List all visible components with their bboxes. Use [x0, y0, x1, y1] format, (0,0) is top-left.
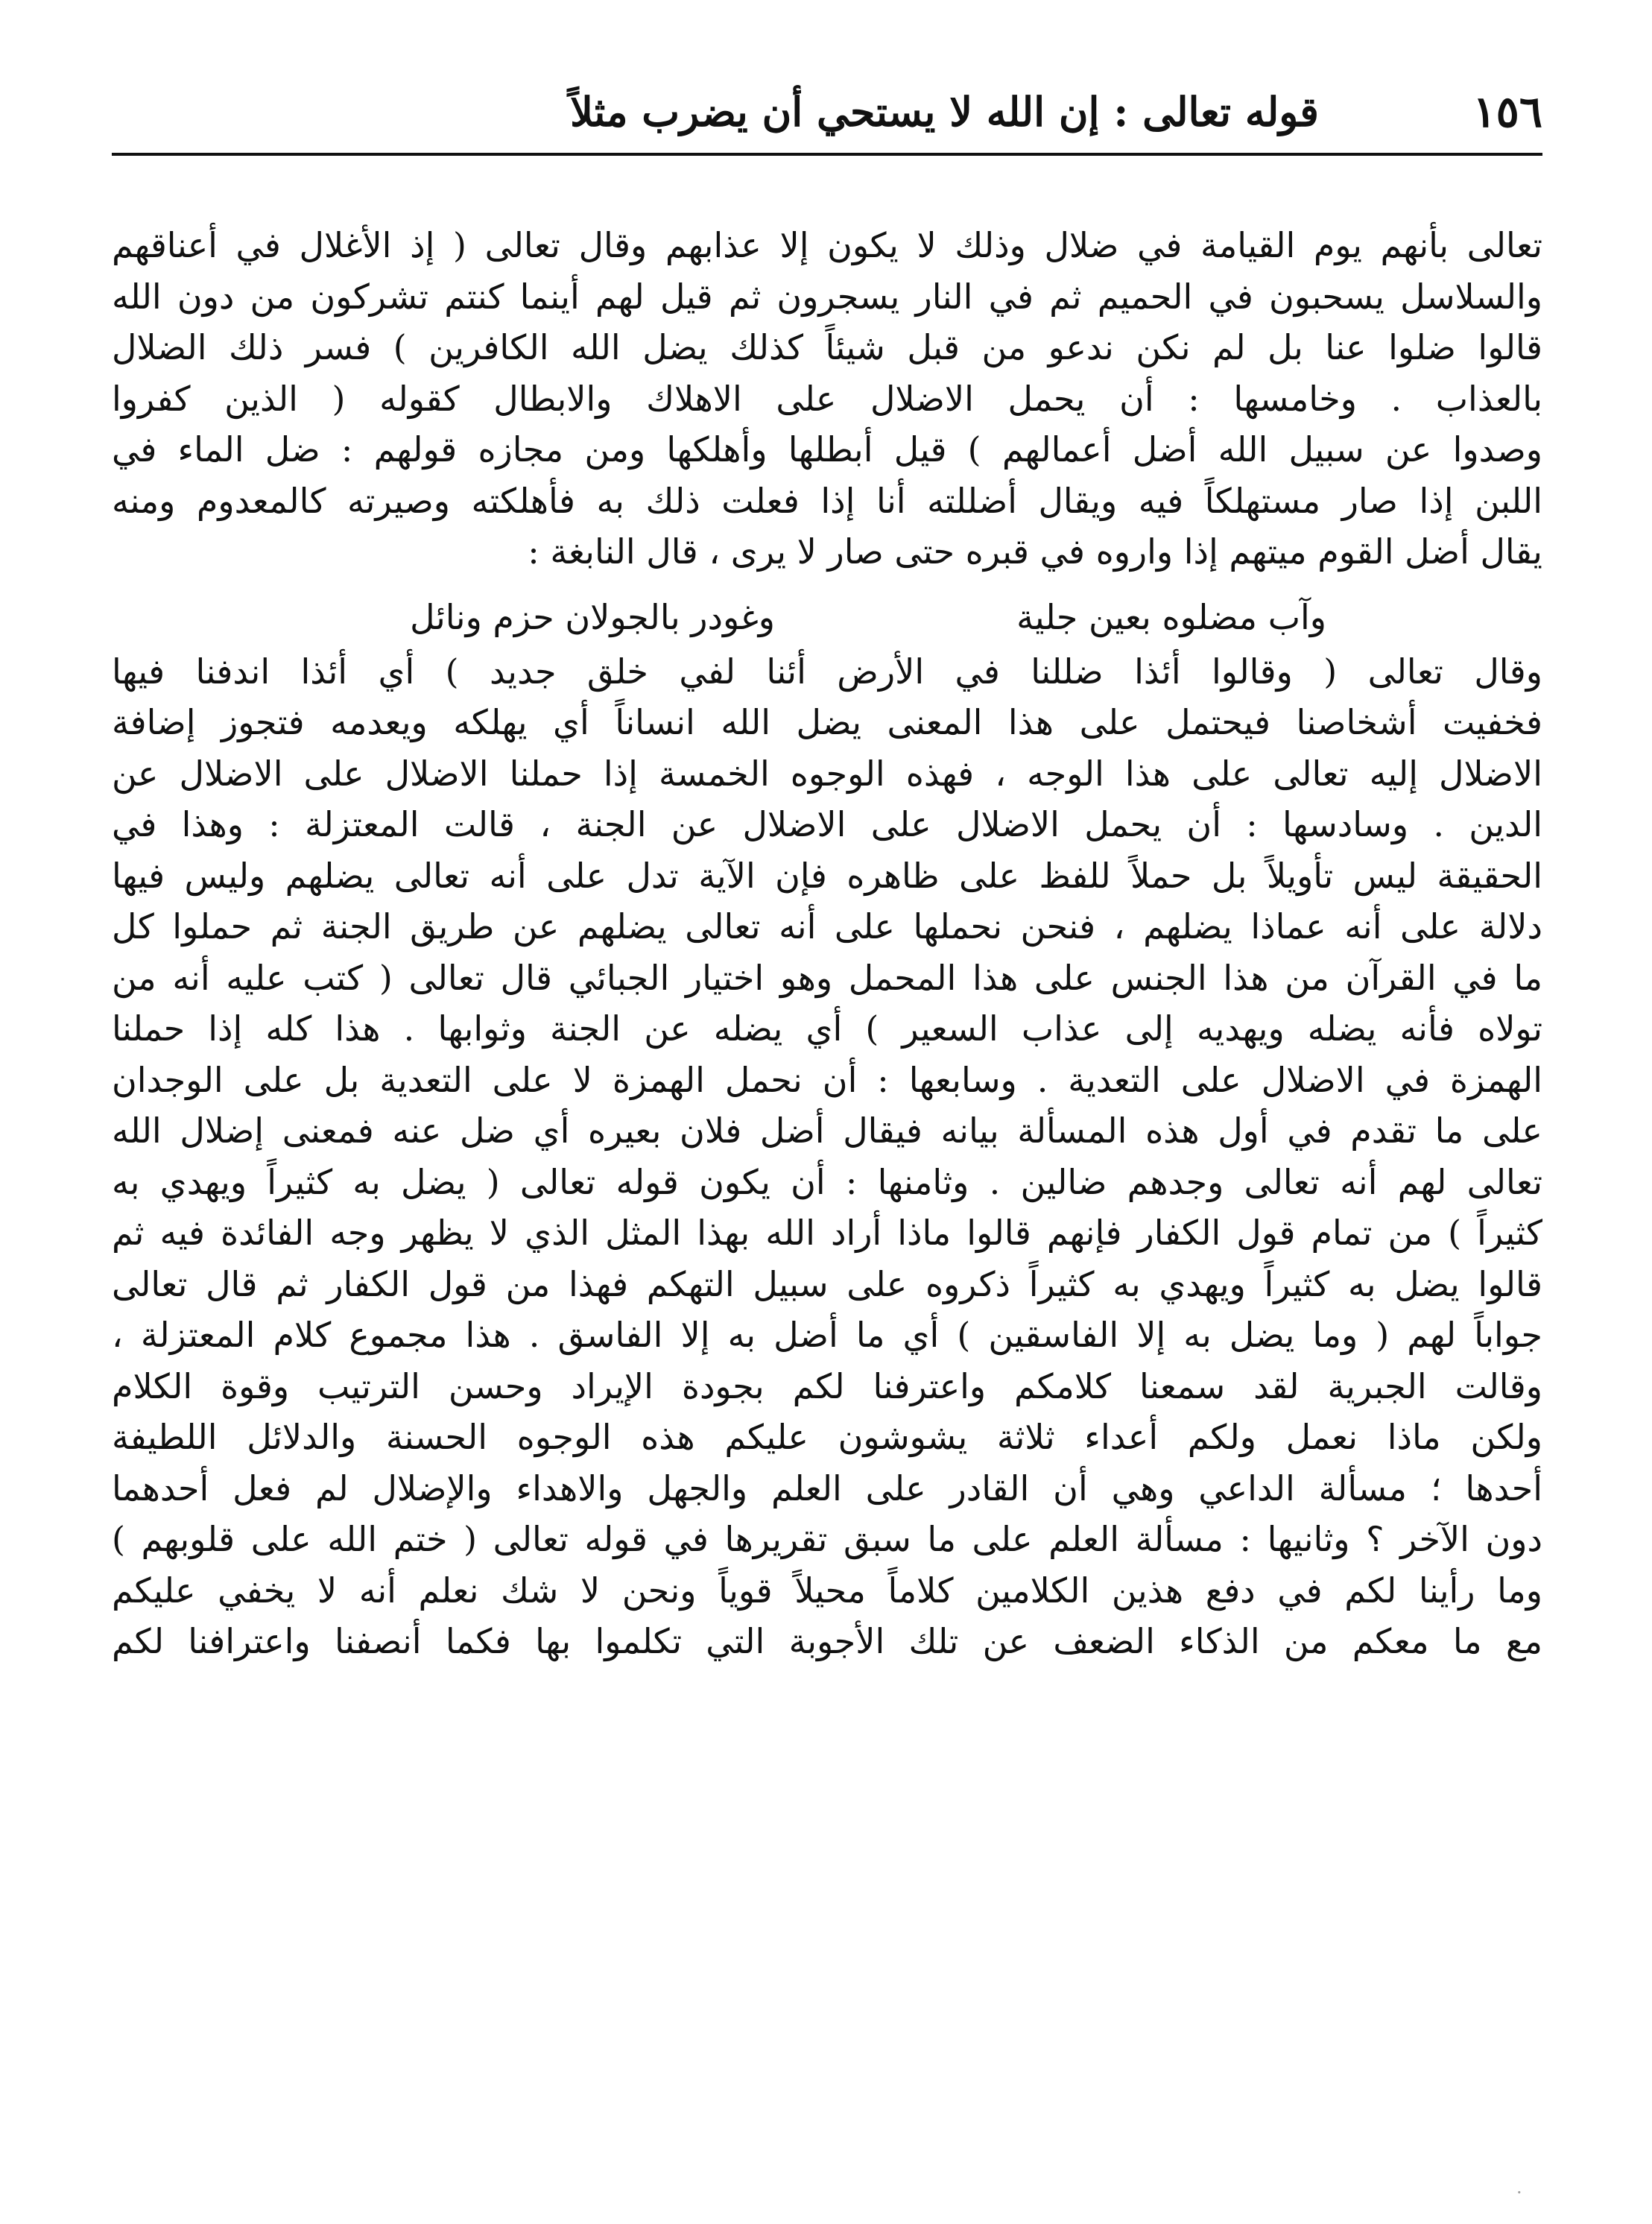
scan-speck: ·: [1516, 2182, 1522, 2203]
verse-second-hemistich: وغودر بالجولان حزم ونائل: [410, 596, 775, 637]
text-line: جواباً لهم ( وما يضل به إلا الفاسقين ) أي ما أضل به إلا الفاسق . هذا مجموع كلام المعتزلة ،: [112, 1315, 1542, 1355]
text-line: مع ما معكم من الذكاء الضعف عن تلك الأجوبة التي تكلموا بها فكما أنصفنا واعترافنا لكم: [112, 1621, 1542, 1661]
page-header: [112, 82, 1542, 142]
text-line: تولاه فأنه يضله ويهديه إلى عذاب السعير ) أي يضله عن الجنة وثوابها . هذا كله إذا حملنا: [112, 1008, 1542, 1049]
text-line: اللبن إذا صار مستهلكاً فيه ويقال أضللته أنا إذا فعلت ذلك به فأهلكته وصيرته كالمعدوم ومنه: [112, 480, 1542, 521]
text-line: وما رأينا لكم في دفع هذين الكلامين كلاماً محيلاً قوياً ونحن لا شك نعلم أنه لا يخفي عليكم: [112, 1570, 1542, 1611]
text-line: أحدها ؛ مسألة الداعي وهي أن القادر على العلم والجهل والاهداء والإضلال لم فعل أحدهما: [112, 1468, 1542, 1509]
text-line: الدين . وسادسها : أن يحمل الاضلال على الاضلال عن الجنة ، قالت المعتزلة : وهذا في: [112, 804, 1542, 844]
page-number: ١٥٦: [1472, 86, 1542, 137]
text-line: وقالت الجبرية لقد سمعنا كلامكم واعترفنا لكم بجودة الإيراد وحسن الترتيب وقوة الكلام: [112, 1365, 1542, 1406]
text-line: تعالى لهم أنه تعالى وجدهم ضالين . وثامنها : أن يكون قوله تعالى ( يضل به كثيراً ويهدي به: [112, 1161, 1542, 1202]
text-line: يقال أضل القوم ميتهم إذا واروه في قبره حتى صار لا يرى ، قال النابغة :: [528, 531, 1542, 572]
text-line: دون الآخر ؟ وثانيها : مسألة العلم على ما سبق تقريرها في قوله تعالى ( ختم الله على قلوبهم ): [112, 1519, 1542, 1559]
verse-first-hemistich: وآب مضلوه بعين جلية: [1016, 596, 1326, 637]
text-line: فخفيت أشخاصنا فيحتمل على هذا المعنى يضل الله انساناً أي يهلكه ويعدمه فتجوز إضافة: [112, 702, 1542, 742]
text-line: بالعذاب . وخامسها : أن يحمل الاضلال على الاهلاك والابطال كقوله ( الذين كفروا: [112, 378, 1542, 419]
body-text: [112, 220, 1542, 1667]
text-line: على ما تقدم في أول هذه المسألة بيانه فيقال أضل فلان بعيره أي ضل عنه فمعنى إضلال الله: [112, 1111, 1542, 1151]
text-line: الحقيقة ليس تأويلاً بل حملاً للفظ على ظاهره فإن الآية تدل على أنه تعالى يضلهم وليس فيها: [112, 855, 1542, 896]
running-head: قوله تعالى : إن الله لا يستحي أن يضرب مثلاً: [570, 88, 1319, 136]
text-line: ولكن ماذا نعمل ولكم أعداء ثلاثة يشوشون عليكم هذه الوجوه الحسنة والدلائل اللطيفة: [112, 1417, 1542, 1457]
text-line: الهمزة في الاضلال على التعدية . وسابعها : أن نحمل الهمزة لا على التعدية بل على الوجدان: [112, 1059, 1542, 1100]
text-line: كثيراً ) من تمام قول الكفار فإنهم قالوا ماذا أراد الله بهذا المثل الذي لا يظهر وجه الفائدة فيه ثم: [112, 1213, 1542, 1253]
text-line: والسلاسل يسحبون في الحميم ثم في النار يسجرون ثم قيل لهم أينما كنتم تشركون من دون الله: [112, 276, 1542, 317]
header-rule: [112, 153, 1542, 156]
text-line: ما في القرآن من هذا الجنس على هذا المحمل وهو اختيار الجبائي قال تعالى ( كتب عليه أنه من: [112, 957, 1542, 998]
text-line: وصدوا عن سبيل الله أضل أعمالهم ) قيل أبطلها وأهلكها ومن مجازه قولهم : ضل الماء في: [112, 429, 1542, 470]
text-line: قالوا ضلوا عنا بل لم نكن ندعو من قبل شيئاً كذلك يضل الله الكافرين ) فسر ذلك الضلال: [112, 327, 1542, 367]
text-line: دلالة على أنه عماذا يضلهم ، فنحن نحملها على أنه تعالى يضلهم عن طريق الجنة ثم حملوا كل: [112, 906, 1542, 947]
text-line: قالوا يضل به كثيراً ويهدي به كثيراً ذكروه على سبيل التهكم فهذا من قول الكفار ثم قال تعالى: [112, 1263, 1542, 1304]
poetry-verse: [112, 591, 1542, 643]
text-line: الاضلال إليه تعالى على هذا الوجه ، فهذه الوجوه الخمسة إذا حملنا الاضلال على الاضلال عن: [112, 753, 1542, 794]
text-line: تعالى بأنهم يوم القيامة في ضلال وذلك لا يكون إلا عذابهم وقال تعالى ( إذ الأغلال في أعناقهم: [112, 225, 1542, 265]
text-line: وقال تعالى ( وقالوا أئذا ضللنا في الأرض أئنا لفي خلق جديد ) أي أئذا اندفنا فيها: [112, 651, 1542, 692]
